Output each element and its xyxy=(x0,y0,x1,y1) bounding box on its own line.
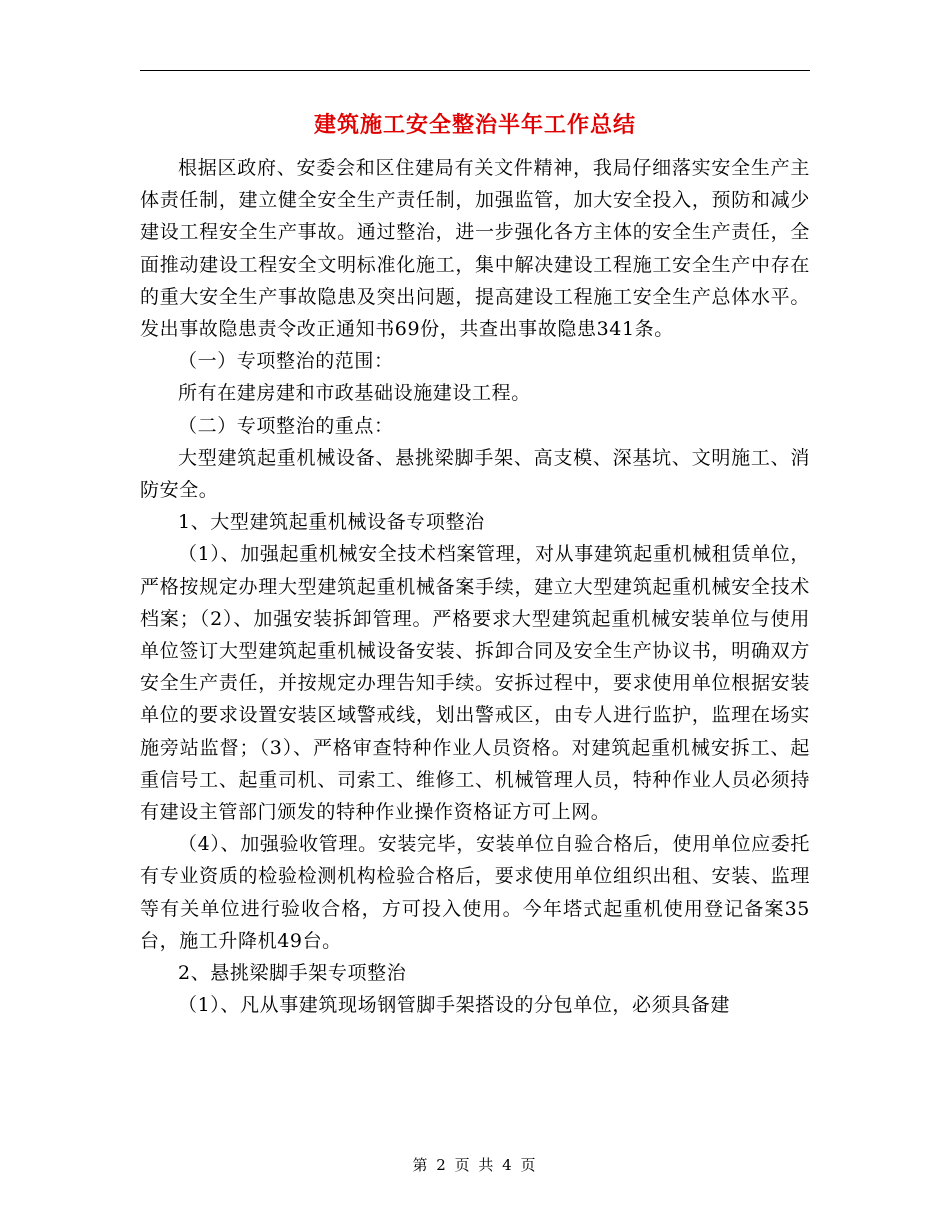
document-title: 建筑施工安全整治半年工作总结 xyxy=(313,112,636,138)
paragraph-scope: 所有在建房建和市政基础设施建设工程。 xyxy=(178,382,531,405)
paragraph-section-1-item-4: （4）、加强验收管理。安装完毕，安装单位自验合格后，使用单位应委托有专业资质的检验检测机构检验合格后，要求使用单位组织出租、安装、监理等有关单位进行验收合格，方可投入使用。今年塔式起重机使用登记备案35台，施工升降机49台。 xyxy=(140,833,810,952)
paragraph-section-2-heading: 2、悬挑梁脚手架专项整治 xyxy=(178,962,407,985)
paragraph-section-2-item-1: （1）、凡从事建筑现场钢管脚手架搭设的分包单位，必须具备建 xyxy=(178,994,730,1017)
paragraph-focus-heading: （二）专项整治的重点： xyxy=(178,414,394,437)
paragraph-intro: 根据区政府、安委会和区住建局有关文件精神，我局仔细落实安全生产主体责任制，建立健全安全生产责任制，加强监管，加大安全投入，预防和减少建设工程安全生产事故。通过整治，进一步强化各方主体的安全生产责任，全面推动建设工程安全文明标准化施工，集中解决建设工程施工安全生产中存在的重大安全生产事故隐患及突出问题，提高建设工程施工安全生产总体水平。发出事故隐患责令改正通知书69份，共查出事故隐患341条。 xyxy=(140,157,810,341)
paragraph-focus: 大型建筑起重机械设备、悬挑梁脚手架、高支模、深基坑、文明施工、消防安全。 xyxy=(140,446,810,502)
header-rule xyxy=(140,70,810,71)
paragraph-section-1-heading: 1、大型建筑起重机械设备专项整治 xyxy=(178,511,485,534)
document-body xyxy=(140,152,810,1021)
paragraph-scope-heading: （一）专项整治的范围： xyxy=(178,350,394,373)
paragraph-section-1-items: （1）、加强起重机械安全技术档案管理，对从事建筑起重机械租赁单位，严格按规定办理大型建筑起重机械备案手续，建立大型建筑起重机械安全技术档案；（2）、加强安装拆卸管理。严格要求大型建筑起重机械安装单位与使用单位签订大型建筑起重机械设备安装、拆卸合同及安全生产协议书，明确双方安全生产责任，并按规定办理告知手续。安拆过程中，要求使用单位根据安装单位的要求设置安装区域警戒线，划出警戒区，由专人进行监护，监理在场实施旁站监督；（3）、严格审查特种作业人员资格。对建筑起重机械安拆工、起重信号工、起重司机、司索工、维修工、机械管理人员，特种作业人员必须持有建设主管部门颁发的特种作业操作资格证方可上网。 xyxy=(140,543,810,824)
page-number-footer: 第 2 页 共 4 页 xyxy=(412,1156,538,1174)
